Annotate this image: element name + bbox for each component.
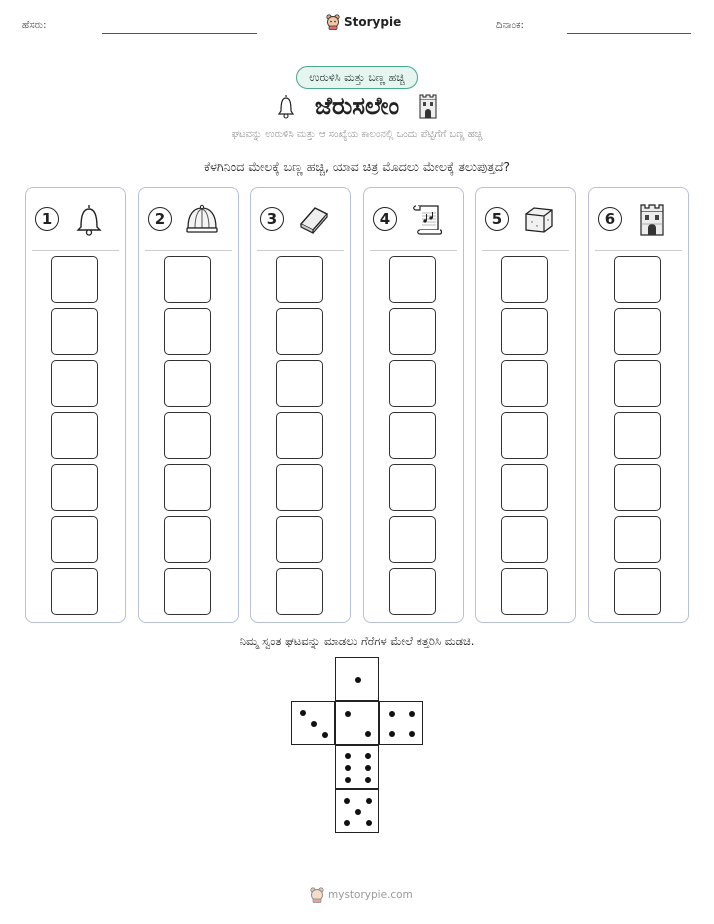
- color-box[interactable]: [389, 412, 436, 459]
- color-box[interactable]: [51, 568, 98, 615]
- dice-pip: [300, 710, 306, 716]
- column-divider: [145, 250, 232, 251]
- stone-tablet-icon: [297, 202, 331, 236]
- column-6: [588, 187, 689, 623]
- column-divider: [370, 250, 457, 251]
- dice-pip: [355, 677, 361, 683]
- color-box[interactable]: [164, 412, 211, 459]
- column-5: [475, 187, 576, 623]
- bell-icon: [275, 93, 297, 119]
- column-divider: [257, 250, 344, 251]
- color-box[interactable]: [389, 516, 436, 563]
- column-number: 4: [373, 207, 397, 231]
- color-box[interactable]: [51, 256, 98, 303]
- brand-name: Storypie: [344, 15, 402, 29]
- dice-pip: [344, 820, 350, 826]
- dice-pip: [365, 731, 371, 737]
- storypie-mascot-icon: [326, 14, 340, 30]
- dice-face-5: [335, 789, 379, 833]
- color-box[interactable]: [164, 516, 211, 563]
- dice-pip: [409, 711, 415, 717]
- dice-pip: [344, 798, 350, 804]
- dice-pip: [365, 765, 371, 771]
- color-box[interactable]: [501, 360, 548, 407]
- dice-face-3: [291, 701, 335, 745]
- color-box[interactable]: [276, 568, 323, 615]
- color-box[interactable]: [389, 464, 436, 511]
- color-box[interactable]: [276, 464, 323, 511]
- name-label: ಹೆಸರು:: [22, 20, 47, 31]
- color-box[interactable]: [51, 464, 98, 511]
- color-box[interactable]: [164, 360, 211, 407]
- dice-pip: [365, 777, 371, 783]
- dice-pip: [311, 721, 317, 727]
- column-number: 5: [485, 207, 509, 231]
- column-3: [250, 187, 351, 623]
- dome-icon: [185, 202, 219, 236]
- color-box[interactable]: [614, 308, 661, 355]
- dice-pip: [366, 798, 372, 804]
- color-box[interactable]: [614, 568, 661, 615]
- color-box[interactable]: [276, 256, 323, 303]
- color-box[interactable]: [164, 464, 211, 511]
- page-title: ಜೆರುಸಲೇಂ: [314, 92, 400, 120]
- name-field[interactable]: [102, 33, 257, 34]
- color-box[interactable]: [276, 516, 323, 563]
- dice-pip: [409, 731, 415, 737]
- color-box[interactable]: [501, 464, 548, 511]
- dice-face-1: [335, 657, 379, 701]
- dice-pip: [322, 732, 328, 738]
- color-box[interactable]: [51, 360, 98, 407]
- color-box[interactable]: [164, 568, 211, 615]
- color-box[interactable]: [501, 256, 548, 303]
- date-label: ದಿನಾಂಕ:: [496, 20, 524, 31]
- color-box[interactable]: [614, 516, 661, 563]
- color-box[interactable]: [51, 412, 98, 459]
- color-box[interactable]: [389, 308, 436, 355]
- footer: [310, 887, 413, 903]
- color-box[interactable]: [501, 308, 548, 355]
- color-box[interactable]: [51, 516, 98, 563]
- dice-pip: [345, 753, 351, 759]
- question-text: ಕೆಳಗಿನಿಂದ ಮೇಲಕ್ಕೆ ಬಣ್ಣ ಹಚ್ಚಿ, ಯಾವ ಚಿತ್ರ ಮೊದಲು ಮೇಲಕ್ಕೆ ತಲುಪುತ್ತದೆ?: [203, 159, 511, 174]
- color-box[interactable]: [614, 256, 661, 303]
- brand-logo: [326, 14, 401, 30]
- column-number: 6: [598, 207, 622, 231]
- dice-pip: [389, 731, 395, 737]
- column-number: 2: [148, 207, 172, 231]
- tower-icon: [417, 93, 439, 119]
- color-box[interactable]: [276, 412, 323, 459]
- stone-block-icon: [522, 202, 556, 236]
- dice-pip: [389, 711, 395, 717]
- bell-icon: [72, 202, 106, 236]
- column-1: [25, 187, 126, 623]
- dice-pip: [345, 765, 351, 771]
- color-box[interactable]: [501, 516, 548, 563]
- dice-pip: [345, 711, 351, 717]
- color-box[interactable]: [164, 308, 211, 355]
- dice-instruction: ನಿಮ್ಮ ಸ್ವಂತ ಘಟವನ್ನು ಮಾಡಲು ಗೆರೆಗಳ ಮೇಲೆ ಕತ್ತರಿಸಿ ಮಡಚಿ.: [239, 634, 475, 648]
- color-box[interactable]: [276, 360, 323, 407]
- footer-site: mystorypie.com: [328, 889, 413, 901]
- column-2: [138, 187, 239, 623]
- color-box[interactable]: [389, 256, 436, 303]
- color-box[interactable]: [276, 308, 323, 355]
- tower-icon: [635, 202, 669, 236]
- column-divider: [482, 250, 569, 251]
- color-box[interactable]: [51, 308, 98, 355]
- dice-face-4: [379, 701, 423, 745]
- title-row: [0, 92, 714, 120]
- music-scroll-icon: [410, 202, 444, 236]
- color-box[interactable]: [614, 360, 661, 407]
- dice-face-6: [335, 745, 379, 789]
- date-field[interactable]: [567, 33, 691, 34]
- color-box[interactable]: [501, 412, 548, 459]
- instruction-text: ಘಟವನ್ನು ಉರುಳಿಸಿ ಮತ್ತು ಆ ಸಂಖ್ಯೆಯ ಕಾಲಂನಲ್ಲಿ ಒಂದು ಪೆಟ್ಟಿಗೆಗೆ ಬಣ್ಣ ಹಚ್ಚಿ: [231, 129, 483, 140]
- column-4: [363, 187, 464, 623]
- color-box[interactable]: [614, 412, 661, 459]
- dice-face-2: [335, 701, 379, 745]
- color-box[interactable]: [614, 464, 661, 511]
- dice-pip: [365, 753, 371, 759]
- color-box[interactable]: [164, 256, 211, 303]
- dice-pip: [355, 809, 361, 815]
- column-divider: [595, 250, 682, 251]
- dice-pip: [345, 777, 351, 783]
- activity-tag: ಉರುಳಿಸಿ ಮತ್ತು ಬಣ್ಣ ಹಚ್ಚಿ: [296, 66, 417, 89]
- color-box[interactable]: [389, 360, 436, 407]
- storypie-mascot-icon: [310, 887, 324, 903]
- column-number: 3: [260, 207, 284, 231]
- dice-pip: [366, 820, 372, 826]
- column-number: 1: [35, 207, 59, 231]
- color-box[interactable]: [501, 568, 548, 615]
- color-box[interactable]: [389, 568, 436, 615]
- column-divider: [32, 250, 119, 251]
